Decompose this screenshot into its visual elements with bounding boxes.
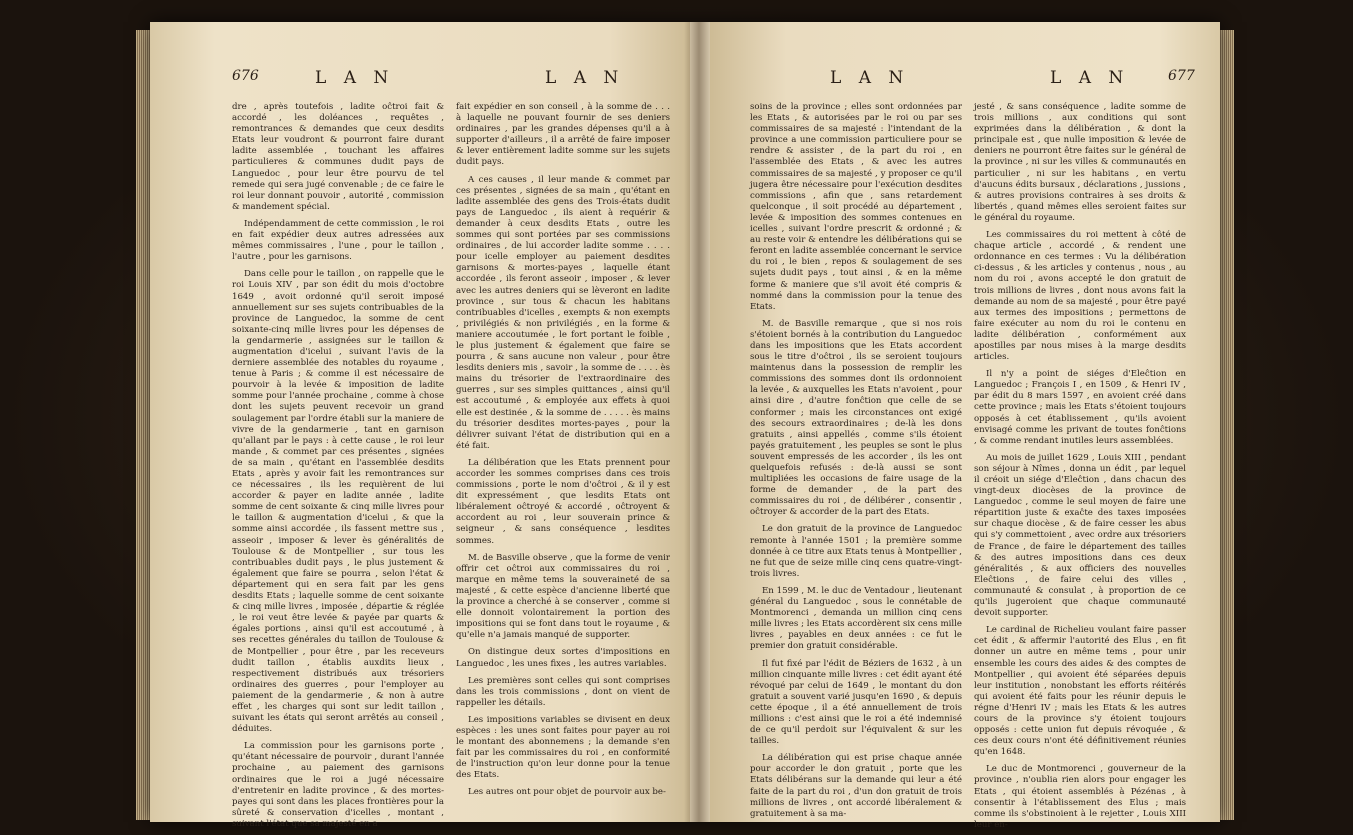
page-number-right: 677: [1168, 68, 1195, 84]
paragraph: Il n'y a point de siéges d'Eleĉtion en Languedoc ; François I , en 1509 , & Henri IV , par édit du 8 mars 1597 , en avoient créé dans cette province ; mais les Etats s'étoient toujours opposés à cet établissement , qu'ils avoient envisagé comme les privant de toutes fonĉtions , & comme rendant inutiles leurs assemblées.: [974, 369, 1186, 446]
paragraph: M. de Basville observe , que la forme de venir offrir cet oĉtroi aux commissaires du roi , marque en même tems la souveraineté de sa majesté , & cette espèce d'ancienne liberté que la province a cherché à se conserver , comme si elle donnoit volontairement la portion des impositions qui se font dans tout le royaume , & qu'elle n'a jamais manqué de supporter.: [456, 552, 670, 641]
right-page-column-2: [974, 102, 1186, 830]
paragraph: Les impositions variables se divisent en deux espèces : les unes sont faites pour payer au roi le montant des abonnemens ; la demande s'en fait par les commissaires du roi , en conformité de l'instruction qu'on leur donne pour la tenue des Etats.: [456, 714, 670, 781]
paragraph: fait expédier en son conseil , à la somme de . . . à laquelle ne pouvant fournir de ses deniers ordinaires , par les grandes dépenses qu'il a à supporter d'ailleurs , il a arrêté de faire imposer & lever entièrement ladite somme sur les sujets dudit pays.: [456, 102, 670, 168]
running-head-left-col1: L A N: [315, 68, 395, 88]
left-page-edges: [136, 30, 150, 820]
paragraph: La délibération que les Etats prennent pour accorder les sommes comprises dans ces trois commissions , porte le nom d'oĉtroi , & il y est dit expressément , que lesdits Etats ont libéralement oĉtroyé & accordé , oĉtroyent & accordent au roi , leur souverain prince & seigneur , & sans conséquence , lesdites sommes.: [456, 457, 670, 546]
right-page: [710, 22, 1220, 830]
paragraph: A ces causes , il leur mande & commet par ces présentes , signées de sa main , qu'étant en ladite assemblée des gens des Trois-états dudit pays de Languedoc , ils aient à requérir & demander à ceux desdits Etats , outre les sommes qui sont portées par ses commissions ordinaires , de lui accorder ladite somme . . . . pour icelle employer au paiement desdites garnisons & mortes-payes , laquelle étant accordée , ils feront asseoir , imposer , & lever avec les autres deniers qui se lèveront en ladite province , sur tous & chacun les habitans contribuables d'icelles , exempts & non exempts , privilégiés & non privilégiés , en la forme & maniere accoutumée , le fort portant le foible , le plus justement & également que faire se pourra , & sans aucune non valeur , pour être lesdits deniers mis , savoir , la somme de . . . . ès mains du trésorier de l'extraordinaire des guerres , sur ses simples quittances , ainsi qu'il est accoutumé , & employée aux effets à quoi elle est destinée , & la somme de . . . . . ès mains du trésorier desdites mortes-payes , pour la délivrer suivant l'état de distribution qui en a été fait.: [456, 174, 670, 451]
paragraph: Dans celle pour le taillon , on rappelle que le roi Louis XIV , par son édit du mois d'octobre 1649 , avoit ordonné qu'il seroit imposé annuellement sur ses sujets contribuables de la province de Languedoc, la somme de cent soixante-cinq mille livres pour les dépenses de la gendarmerie , assignées sur le taillon & augmentation d'icelui , suivant l'avis de la derniere assemblée des notables du royaume , tenue à Paris ; & comme il est nécessaire de pourvoir à la levée & imposition de ladite somme pour l'année prochaine , comme à chose dont les sujets peuvent recevoir un grand soulagement par l'ordre établi sur la maniere de vivre de la gendarmerie , tant en garnison qu'allant par le pays : à cette cause , le roi leur mande , & commet par ces présentes , signées de sa main , qu'étant en l'assemblée desdits Etats , après y avoir fait les remontrances sur ce nécessaires , ils les requièrent de lui accorder & payer en ladite année , ladite somme de cent soixante & cinq mille livres pour le taillon & augmentation d'icelui , & que la somme ainsi accordée , ils fassent mettre sus , asseoir , imposer & lever ès généralités de Toulouse & de Montpellier , sur tous les contribuables dudit pays , le plus justement & également que faire se pourra , selon l'état & département qui en sera fait par les gens desdits Etats ; laquelle somme de cent soixante & cinq mille livres , imposée , départie & réglée , le roi veut être levée & payée par quarts & égales portions , ainsi qu'il est accoutumé , à ses recettes générales du taillon de Toulouse & de Montpellier , pour être , par les receveurs dudit taillon , établis auxdits lieux , respectivement distribués aux trésoriers ordinaires des guerres , pour l'employer au paiement de la gendarmerie , & non à autre effet , les charges qui sont sur ledit taillon , suivant les états qui seront arrêtés au conseil , déduites.: [232, 269, 444, 735]
left-page-header: [150, 68, 690, 92]
paragraph: Les premières sont celles qui sont comprises dans les trois commissions , dont on vient de rappeller les détails.: [456, 675, 670, 708]
paragraph: M. de Basville remarque , que si nos rois s'étoient bornés à la contribution du Languedoc dans les impositions que les Etats accordent sous le titre d'oĉtroi , ils se seroient toujours maintenus dans la possession de remplir les commissions des sommes dont ils ordonnoient la levée , & auxquelles les Etats n'avoient , pour ainsi dire , d'autre fonĉtion que celle de se conformer ; mais les circonstances ont exigé des secours extraordinaires ; de-là les dons gratuits , ainsi appellés , comme s'ils étoient payés gratuitement , les peuples se sont le plus souvent empressés de les accorder , ils les ont quelquefois refusés : de-là aussi se sont multipliées les occasions de faire usage de la forme de demander , de la part des commissaires du roi , de délibérer , consentir , oĉtroyer & accorder de la part des Etats.: [750, 318, 962, 518]
paragraph: Le cardinal de Richelieu voulant faire passer cet édit , & affermir l'autorité des Elus , en fit donner un autre en même tems , pour unir ensemble les cours des aides & des comptes de Montpellier , qui avoient été séparées depuis leur institution , nonobstant les efforts réitérés qui avoient été faits pour les réunir depuis le régne d'Henri IV ; mais les Etats & les autres cours de la province s'y étoient toujours opposés : cette union fut depuis révoquée , & ces deux cours n'ont été définitivement réunies qu'en 1648.: [974, 625, 1186, 758]
left-page: [150, 22, 690, 829]
running-head-right-col2: L A N: [1050, 68, 1130, 88]
paragraph: En 1599 , M. le duc de Ventadour , lieutenant général du Languedoc , sous le connétable de Montmorenci , demanda un million cinq cens mille livres ; les Etats accordèrent six cens mille livres , payables en deux années : ce fut le premier don gratuit considérable.: [750, 585, 962, 652]
right-page-header: [710, 68, 1220, 92]
open-book-spread: [150, 22, 1220, 830]
paragraph: jesté , & sans conséquence , ladite somme de trois millions , aux conditions qui sont exprimées dans la délibération , & dont la principale est , que nulle imposition & levée de deniers ne pourront être faites sur le général de la province , ni sur les villes & communautés en particulier , ni sur les habitans , en vertu d'aucuns édits bursaux , déclarations , jussions , & autres provisions contraires à ses droits & libertés , quand mêmes elles seroient faites sur le général du royaume.: [974, 102, 1186, 223]
right-page-column-1: [750, 102, 962, 819]
paragraph: Les commissaires du roi mettent à côté de chaque article , accordé , & rendent une ordonnance en ces termes : Vu la délibération ci-dessus , & les articles y contenus , nous , au nom du roi , avons accepté le don gratuit de trois millions de livres , dont nous avons fait la demande au nom de sa majesté , pour être payé aux termes des impositions ; permettons de faire exécuter au nom du roi le contenu en ladite délibération , conformément aux apostilles par nous mises à la marge desdits articles.: [974, 230, 1186, 363]
paragraph: soins de la province ; elles sont ordonnées par les Etats , & autorisées par le roi ou par ses commissaires de sa majesté : l'intendant de la province a une commission particuliere pour se rendre & assister , de la part du roi , en l'assemblée des Etats , & avec les autres commissaires de sa majesté , y proposer ce qu'il jugera être nécessaire pour l'exécution desdites commissions , afin que , sans retardement quelconque , il soit procédé au département , levée & imposition des sommes contenues en icelles , suivant l'ordre prescrit & ordonné ; & au reste voir & entendre les délibérations qui se feront en ladite assemblée concernant le service du roi , le bien , repos & soulagement de ses sujets dudit pays , tout ainsi , & en la même forme & maniere que s'il avoit été compris & nommé dans la commission pour la tenue des Etats.: [750, 102, 962, 312]
paragraph: Le duc de Montmorenci , gouverneur de la province , n'oublia rien alors pour engager les Etats , qui étoient assemblés à Pézénas , à consentir à l'établissement des Elus ; mais comme ils s'obstinoient à le rejetter , Louis XIII leur en-: [974, 764, 1186, 830]
paragraph: Il fut fixé par l'édit de Béziers de 1632 , à un million cinquante mille livres : cet édit ayant été révoqué par celui de 1649 , le montant du don gratuit a souvent varié jusqu'en 1690 , & depuis cette époque , il a été annuellement de trois millions : c'est ainsi que le roi a été indemnisé de ce qu'il perdoit sur l'équivalent & sur les tailles.: [750, 658, 962, 747]
paragraph: On distingue deux sortes d'impositions en Languedoc , les unes fixes , les autres variables.: [456, 647, 670, 669]
paragraph: Indépendamment de cette commission , le roi en fait expédier deux autres adressées aux mêmes commissaires , l'une , pour le taillon , l'autre , pour les garnisons.: [232, 218, 444, 263]
running-head-right-col1: L A N: [830, 68, 910, 88]
left-page-column-2: [456, 102, 670, 802]
left-page-column-1: [232, 102, 444, 829]
paragraph: dre , après toutefois , ladite oĉtroi fait & accordé , les doléances , requêtes , remontrances & demandes que ceux desdits Etats leur voudront & pourront faire durant ladite assemblée , touchant les affaires particulieres & communes dudit pays de Languedoc , pour leur être pourvu de tel remede qui sera jugé convenable ; de ce faire le roi leur donnant pouvoir , autorité , commission & mandement spécial.: [232, 102, 444, 212]
paragraph: La délibération qui est prise chaque année pour accorder le don gratuit , porte que les Etats délibérans sur la demande qui leur a été faite de la part du roi , d'un don gratuit de trois millions de livres , ont accordé libéralement & gratuitement à sa ma-: [750, 753, 962, 819]
running-head-left-col2: L A N: [545, 68, 625, 88]
paragraph: Au mois de juillet 1629 , Louis XIII , pendant son séjour à Nîmes , donna un édit , par lequel il créoit un siége d'Eleĉtion , dans chacun des vingt-deux diocèses de la province de Languedoc , comme le seul moyen de faire une répartition juste & exaĉte des taxes imposées sur chaque diocèse , & de faire cesser les abus qui s'y commettoient , avec ordre aux trésoriers de France , de faire le département des tailles & des autres impositions dans ces deux généralités , & aux officiers des nouvelles Eleĉtions , de faire celui des villes , communauté & consulat , à proportion de ce qu'ils jugeroient que chaque communauté devoit supporter.: [974, 452, 1186, 619]
paragraph: La commission pour les garnisons porte , qu'étant nécessaire de pourvoir , durant l'année prochaine , au paiement des garnisons ordinaires que le roi a jugé nécessaire d'entretenir en ladite province , & des mortes-payes qui sont dans les places frontières pour la sûreté & conservation d'icelles , montant , suivant l'état que sa majesté en a: [232, 741, 444, 829]
page-number-left: 676: [232, 68, 259, 84]
right-page-edges: [1220, 30, 1234, 820]
paragraph: Le don gratuit de la province de Languedoc remonte à l'année 1501 ; la première somme donnée à ce titre aux Etats tenus à Montpellier , ne fut que de seize mille cinq cens quatre-vingt-trois livres.: [750, 524, 962, 579]
paragraph: Les autres ont pour objet de pourvoir aux be-: [468, 787, 666, 798]
